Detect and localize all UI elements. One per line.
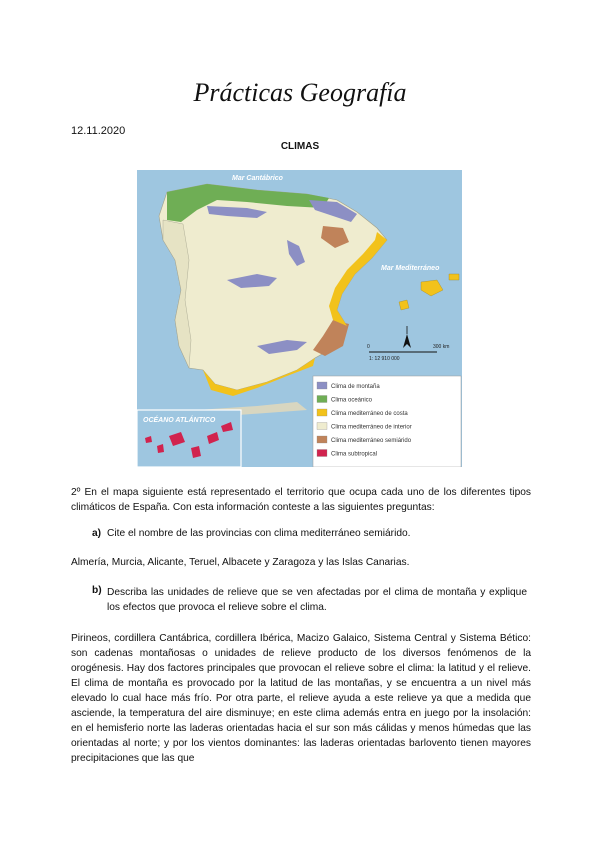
balearic-menorca bbox=[449, 274, 459, 280]
scale-max: 300 km bbox=[433, 344, 450, 350]
sea-label-cantabrico: Mar Cantábrico bbox=[232, 175, 283, 182]
answer-a: Almería, Murcia, Alicante, Teruel, Albacete y Zaragoza y las Islas Canarias. bbox=[71, 557, 410, 568]
page-title: Prácticas Geografía bbox=[193, 78, 407, 107]
legend-swatch bbox=[317, 436, 327, 443]
legend-label: Clima mediterráneo semiárido bbox=[331, 438, 412, 444]
legend-swatch bbox=[317, 396, 327, 403]
scale-zero: 0 bbox=[367, 344, 370, 350]
legend-label: Clima mediterráneo de interior bbox=[331, 424, 412, 431]
date: 12.11.2020 bbox=[71, 125, 126, 137]
map-legend bbox=[313, 376, 461, 467]
legend-swatch bbox=[317, 423, 327, 430]
question-b-text: Describa las unidades de relieve que se ven afectadas por el clima de montaña y explique los efectos que provoca el relieve sobre el clima. bbox=[107, 587, 527, 613]
legend-label: Clima mediterráneo de costa bbox=[331, 411, 408, 417]
sea-label-mediterraneo: Mar Mediterráneo bbox=[381, 265, 440, 272]
climate-map bbox=[137, 170, 462, 467]
question-intro: 2º En el mapa siguiente está representado el territorio que ocupa cada uno de los diferentes tipos climáticos de España. Con esta información conteste a las siguientes preguntas: bbox=[71, 487, 531, 513]
scale-ratio: 1: 12 910 000 bbox=[369, 356, 400, 362]
canary-inset bbox=[137, 410, 241, 467]
legend-swatch bbox=[317, 409, 327, 416]
section-heading: CLIMAS bbox=[280, 141, 320, 152]
balearic-ibiza bbox=[399, 300, 409, 310]
legend-swatch bbox=[317, 450, 327, 457]
question-b-label: b) bbox=[92, 585, 102, 596]
sea-label-atlantico: OCÉANO ATLÁNTICO bbox=[143, 417, 216, 424]
legend-label: Clima de montaña bbox=[331, 384, 380, 390]
legend-swatch bbox=[317, 382, 327, 389]
answer-b: Pirineos, cordillera Cantábrica, cordillera Ibérica, Macizo Galaico, Sistema Central y Sistema Bético: son cadenas montañosas o unidades de relieve producto de los diversos fenómenos de la orogénesis. Hay dos factores principales que provocan el relieve sobre el clima: la latitud y el relieve. El clima de montaña es provocado por la latitud de las montañas, y se encuentra a un nivel más elevado lo cual hace más frío. Por otra parte, el relieve ayuda a este relieve ya que a medida que asciende, la temperatura del aire disminuye; en este clima además entra en juego por la insolación: en el hemisferio norte las laderas orientadas hacia el sur son más cálidas y menos húmedas que las orientadas al norte; y por los vientos dominantes: las laderas orientadas barlovento tienen mayores precipitaciones que las que bbox=[71, 633, 531, 764]
question-a-label: a) bbox=[92, 528, 102, 539]
legend-label: Clima subtropical bbox=[331, 451, 378, 458]
legend-label: Clima oceánico bbox=[331, 397, 373, 404]
question-a-text: Cite el nombre de las provincias con clima mediterráneo semiárido. bbox=[107, 528, 411, 539]
